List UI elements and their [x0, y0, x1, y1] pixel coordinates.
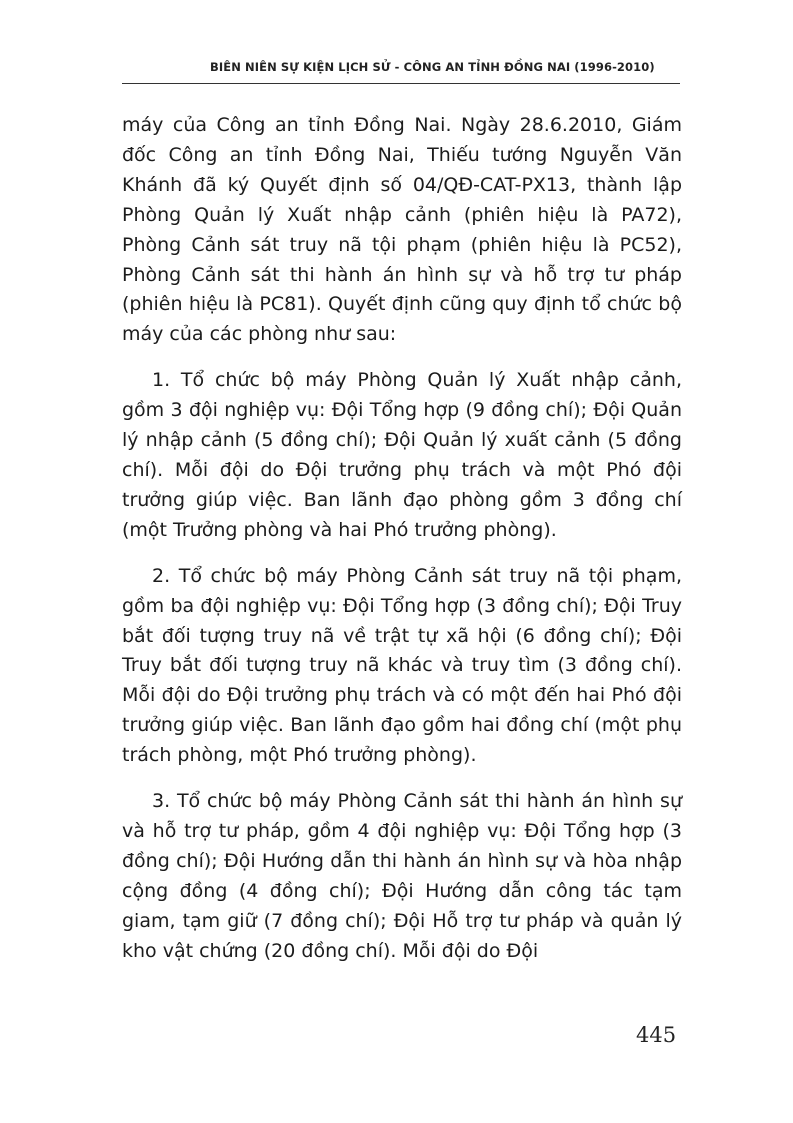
page-body [122, 111, 682, 982]
paragraph-item-2: 2. Tổ chức bộ máy Phòng Cảnh sát truy nã tội phạm, gồm ba đội nghiệp vụ: Đội Tổng hợp (3 đồng chí); Đội Truy bắt đối tượng truy nã về trật tự xã hội (6 đồng chí); Đội Truy bắt đối tượng truy nã khác và truy tìm (3 đồng chí). Mỗi đội do Đội trưởng phụ trách và có một đến hai Phó đội trưởng giúp việc. Ban lãnh đạo gồm hai đồng chí (một phụ trách phòng, một Phó trưởng phòng). [122, 564, 682, 767]
paragraph-item-3: 3. Tổ chức bộ máy Phòng Cảnh sát thi hành án hình sự và hỗ trợ tư pháp, gồm 4 đội nghiệp vụ: Đội Tổng hợp (3 đồng chí); Đội Hướng dẫn thi hành án hình sự và hòa nhập cộng đồng (4 đồng chí); Đội Hướng dẫn công tác tạm giam, tạm giữ (7 đồng chí); Đội Hỗ trợ tư pháp và quản lý kho vật chứng (20 đồng chí). Mỗi đội do Đội [122, 790, 682, 962]
paragraph-item-1: 1. Tổ chức bộ máy Phòng Quản lý Xuất nhập cảnh, gồm 3 đội nghiệp vụ: Đội Tổng hợp (9 đồng chí); Đội Quản lý nhập cảnh (5 đồng chí); Đội Quản lý xuất cảnh (5 đồng chí). Mỗi đội do Đội trưởng phụ trách và một Phó đội trưởng giúp việc. Ban lãnh đạo phòng gồm 3 đồng chí (một Trưởng phòng và hai Phó trưởng phòng). [122, 369, 682, 541]
page-number: 445 [636, 1023, 677, 1047]
header-rule [122, 83, 680, 84]
running-header: BIÊN NIÊN SỰ KIỆN LỊCH SỬ - CÔNG AN TỈNH ĐỒNG NAI (1996-2010) [210, 60, 655, 74]
paragraph-continuation: máy của Công an tỉnh Đồng Nai. Ngày 28.6.2010, Giám đốc Công an tỉnh Đồng Nai, Thiếu tướng Nguyễn Văn Khánh đã ký Quyết định số 04/QĐ-CAT-PX13, thành lập Phòng Quản lý Xuất nhập cảnh (phiên hiệu là PA72), Phòng Cảnh sát truy nã tội phạm (phiên hiệu là PC52), Phòng Cảnh sát thi hành án hình sự và hỗ trợ tư pháp (phiên hiệu là PC81). Quyết định cũng quy định tổ chức bộ máy của các phòng như sau: [122, 114, 682, 346]
